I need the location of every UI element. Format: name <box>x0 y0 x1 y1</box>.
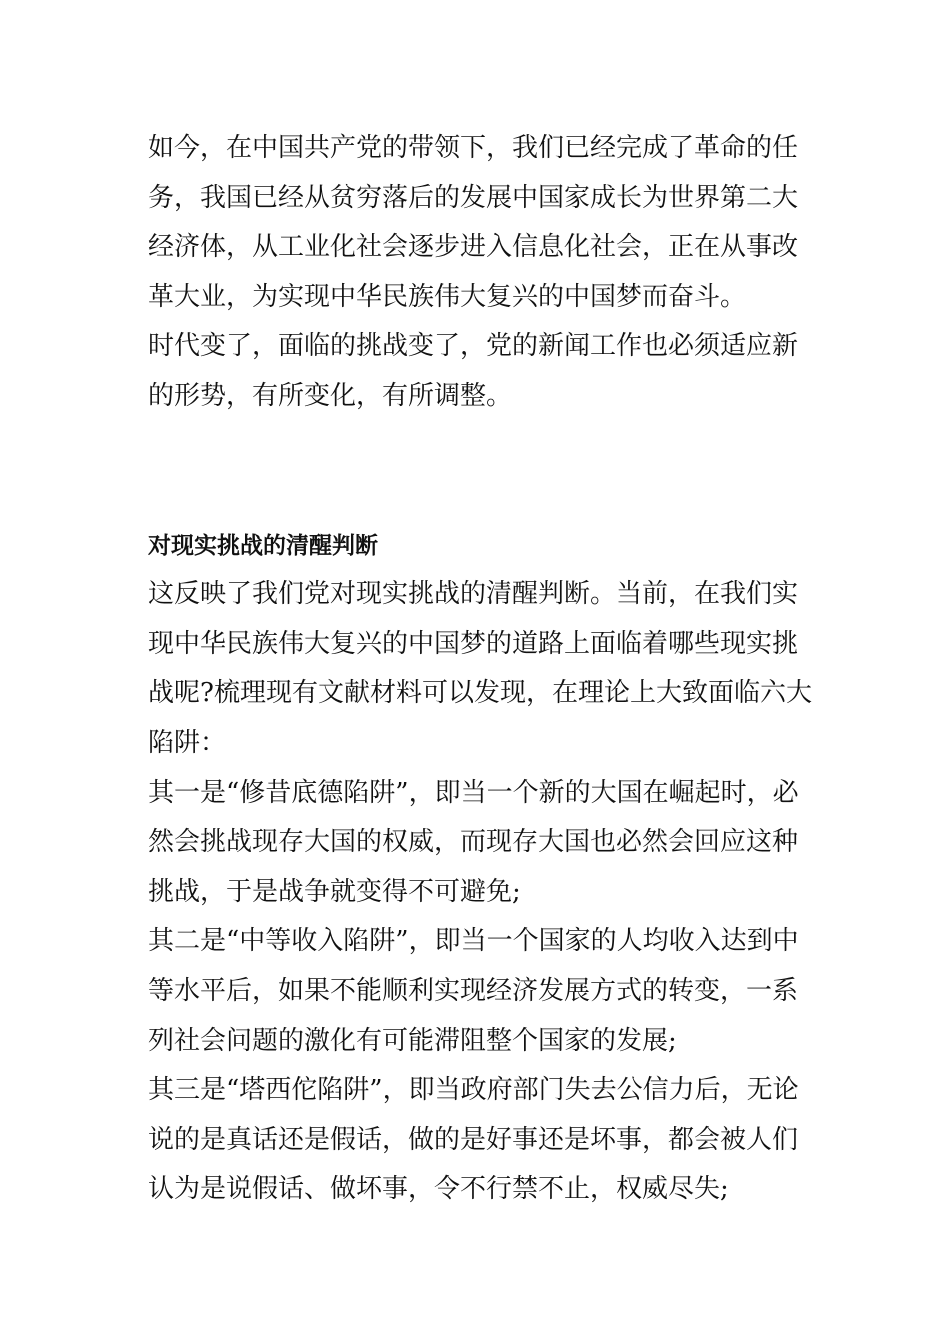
section-spacer <box>148 422 800 521</box>
text-line: 其二是“中等收入陷阱”，即当一个国家的人均收入达到中 <box>148 926 799 957</box>
text-line: 列社会问题的激化有可能滞阻整个国家的发展; <box>148 1025 677 1056</box>
text-line: 其三是“塔西佗陷阱”，即当政府部门失去公信力后，无论 <box>148 1075 799 1106</box>
text-line: 的形势，有所变化，有所调整。 <box>148 380 513 411</box>
text-line: 时代变了，面临的挑战变了，党的新闻工作也必须适应新 <box>148 331 799 362</box>
text-line: 革大业，为实现中华民族伟大复兴的中国梦而奋斗。 <box>148 281 747 312</box>
text-line: 经济体，从工业化社会逐步进入信息化社会，正在从事改 <box>148 232 799 263</box>
section-paragraph-1 <box>148 570 812 768</box>
document-page <box>148 124 812 1215</box>
text-line: 如今，在中国共产党的带领下，我们已经完成了革命的任 <box>148 133 799 163</box>
intro-paragraph-2 <box>148 322 800 421</box>
text-line: 其一是“修昔底德陷阱”，即当一个新的大国在崛起时，必 <box>148 777 799 808</box>
text-line: 挑战，于是战争就变得不可避免; <box>148 876 521 907</box>
text-line: 现中华民族伟大复兴的中国梦的道路上面临着哪些现实挑 <box>148 628 799 659</box>
text-line: 然会挑战现存大国的权威，而现存大国也必然会回应这种 <box>148 827 799 858</box>
section-heading: 对现实挑战的清醒判断 <box>148 531 378 559</box>
text-line: 说的是真话还是假话，做的是好事还是坏事，都会被人们 <box>148 1124 799 1155</box>
section-paragraph-2 <box>148 769 800 918</box>
text-line: 陷阱： <box>148 727 227 758</box>
text-line: 务，我国已经从贫穷落后的发展中国家成长为世界第二大 <box>148 182 799 213</box>
section-paragraph-4 <box>148 1066 800 1215</box>
text-line: 认为是说假话、做坏事，令不行禁不止，权威尽失; <box>148 1174 729 1205</box>
text-line: 这反映了我们党对现实挑战的清醒判断。当前，在我们实 <box>148 579 799 610</box>
text-line: 等水平后，如果不能顺利实现经济发展方式的转变，一系 <box>148 975 799 1006</box>
intro-paragraph-1 <box>148 124 800 322</box>
section-paragraph-3 <box>148 917 800 1066</box>
text-line: 战呢?梳理现有文献材料可以发现，在理论上大致面临六大 <box>148 678 812 709</box>
